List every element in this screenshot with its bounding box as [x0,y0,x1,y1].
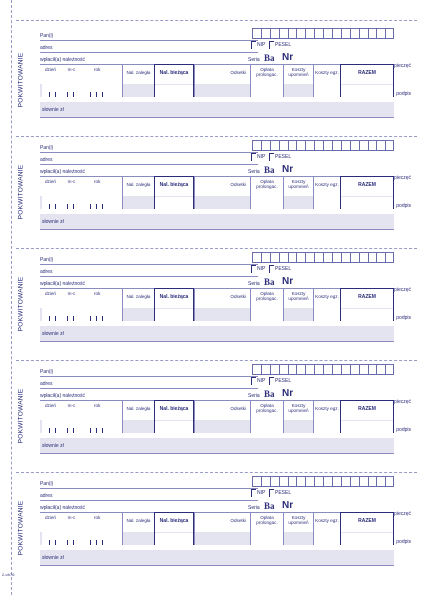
interest-cell[interactable]: Odsetki [194,400,250,433]
series-value: Ba [264,53,275,63]
cut-line [16,20,417,21]
series-label: Seria [248,505,260,511]
side-title: POKWITOWANIE [17,164,25,220]
series-label: Seria [248,57,260,63]
series-value: Ba [264,165,275,175]
exec-cell[interactable]: Koszty egz. [313,64,340,97]
name-line[interactable] [40,376,258,377]
current-cell[interactable]: Nal. bieżąca [154,288,194,321]
address-line[interactable] [40,500,258,501]
amount-in-words-field[interactable] [40,102,394,118]
prolong-cell[interactable]: Opłata prolongac. [250,64,283,97]
exec-cell[interactable]: Koszty egz. [313,176,340,209]
total-cell[interactable]: RAZEM [340,64,394,97]
address-line[interactable] [40,388,258,389]
day-cell[interactable]: dzień [40,512,61,545]
name-label: Pan(i) [40,33,54,39]
address-line[interactable] [40,276,258,277]
year-cell[interactable]: rok [82,64,122,97]
address-label: adres [40,269,53,275]
nip-checkbox[interactable]: NIP [251,489,265,497]
amount-in-words-field[interactable] [40,550,394,566]
amounts-table [40,512,394,545]
prolong-cell[interactable]: Opłata prolongac. [250,288,283,321]
interest-cell[interactable]: Odsetki [194,512,250,545]
amounts-table [40,400,394,433]
words-label: słownie zł [42,443,64,449]
pesel-checkbox[interactable]: PESEL [269,265,291,273]
arrears-cell[interactable]: Nal. zaległa [122,64,154,97]
receipt [16,248,417,360]
id-number-grid[interactable] [252,252,394,263]
address-label: adres [40,381,53,387]
nip-checkbox[interactable]: NIP [251,377,265,385]
month-cell[interactable]: m-c [61,176,82,209]
name-label: Pan(i) [40,481,54,487]
words-label: słownie zł [42,107,64,113]
name-line[interactable] [40,488,258,489]
signature-label: podpis [396,203,411,209]
prolong-cell[interactable]: Opłata prolongac. [250,400,283,433]
paid-label: wpłacił(a) należność [40,169,86,175]
year-cell[interactable]: rok [82,400,122,433]
words-label: słownie zł [42,555,64,561]
amounts-table [40,176,394,209]
paid-label: wpłacił(a) należność [40,57,86,63]
id-number-grid[interactable] [252,140,394,151]
stamp-label: pieczęć [394,399,411,405]
id-number-grid[interactable] [252,476,394,487]
address-line[interactable] [40,52,258,53]
arrears-cell[interactable]: Nal. zaległa [122,176,154,209]
year-cell[interactable]: rok [82,288,122,321]
stamp-label: pieczęć [394,63,411,69]
year-cell[interactable]: rok [82,176,122,209]
side-title: POKWITOWANIE [17,52,25,108]
side-title: POKWITOWANIE [17,388,25,444]
stamp-label: pieczęć [394,175,411,181]
nip-checkbox[interactable]: NIP [251,265,265,273]
paid-label: wpłacił(a) należność [40,281,86,287]
form-code: 2-oh76 [2,572,15,577]
series-label: Seria [248,281,260,287]
name-label: Pan(i) [40,369,54,375]
arrears-cell[interactable]: Nal. zaległa [122,400,154,433]
amount-in-words-field[interactable] [40,214,394,230]
current-cell[interactable]: Nal. bieżąca [154,512,194,545]
name-line[interactable] [40,152,258,153]
prolong-cell[interactable]: Opłata prolongac. [250,176,283,209]
amount-in-words-field[interactable] [40,326,394,342]
side-title: POKWITOWANIE [17,500,25,556]
month-cell[interactable]: m-c [61,64,82,97]
pesel-checkbox[interactable]: PESEL [269,377,291,385]
total-cell[interactable]: RAZEM [340,512,394,545]
receipt [16,360,417,472]
nip-checkbox[interactable]: NIP [251,153,265,161]
series-label: Seria [248,393,260,399]
month-cell[interactable]: m-c [61,512,82,545]
interest-cell[interactable]: Odsetki [194,288,250,321]
name-line[interactable] [40,264,258,265]
signature-label: podpis [396,427,411,433]
current-cell[interactable]: Nal. bieżąca [154,176,194,209]
signature-label: podpis [396,91,411,97]
month-cell[interactable]: m-c [61,288,82,321]
current-cell[interactable]: Nal. bieżąca [154,400,194,433]
paid-label: wpłacił(a) należność [40,505,86,511]
series-value: Ba [264,501,275,511]
day-cell[interactable]: dzień [40,288,61,321]
paid-label: wpłacił(a) należność [40,393,86,399]
amounts-table [40,64,394,97]
total-cell[interactable]: RAZEM [340,176,394,209]
number-label: Nr [282,500,294,511]
series-label: Seria [248,169,260,175]
id-number-grid[interactable] [252,28,394,39]
reminder-cell[interactable]: Koszty upomnień [283,512,313,545]
pesel-checkbox[interactable]: PESEL [269,489,291,497]
signature-label: podpis [396,315,411,321]
exec-cell[interactable]: Koszty egz. [313,288,340,321]
pesel-checkbox[interactable]: PESEL [269,153,291,161]
exec-cell[interactable]: Koszty egz. [313,400,340,433]
reminder-cell[interactable]: Koszty upomnień [283,400,313,433]
number-label: Nr [282,164,294,175]
name-label: Pan(i) [40,145,54,151]
total-cell[interactable]: RAZEM [340,400,394,433]
reminder-cell[interactable]: Koszty upomnień [283,288,313,321]
current-cell[interactable]: Nal. bieżąca [154,64,194,97]
number-label: Nr [282,276,294,287]
interest-cell[interactable]: Odsetki [194,64,250,97]
series-value: Ba [264,389,275,399]
day-cell[interactable]: dzień [40,176,61,209]
exec-cell[interactable]: Koszty egz. [313,512,340,545]
words-label: słownie zł [42,219,64,225]
stamp-label: pieczęć [394,287,411,293]
receipt [16,472,417,584]
series-value: Ba [264,277,275,287]
total-cell[interactable]: RAZEM [340,288,394,321]
year-cell[interactable]: rok [82,512,122,545]
number-label: Nr [282,52,294,63]
stamp-label: pieczęć [394,511,411,517]
arrears-cell[interactable]: Nal. zaległa [122,288,154,321]
name-line[interactable] [40,40,258,41]
month-cell[interactable]: m-c [61,400,82,433]
receipt [16,24,417,136]
address-label: adres [40,493,53,499]
signature-label: podpis [396,539,411,545]
name-label: Pan(i) [40,257,54,263]
receipt [16,136,417,248]
reminder-cell[interactable]: Koszty upomnień [283,64,313,97]
words-label: słownie zł [42,331,64,337]
side-title: POKWITOWANIE [17,276,25,332]
address-label: adres [40,157,53,163]
amount-in-words-field[interactable] [40,438,394,454]
address-line[interactable] [40,164,258,165]
day-cell[interactable]: dzień [40,400,61,433]
day-cell[interactable]: dzień [40,64,61,97]
pesel-checkbox[interactable]: PESEL [269,41,291,49]
nip-checkbox[interactable]: NIP [251,41,265,49]
perforation-line [11,0,12,595]
interest-cell[interactable]: Odsetki [194,176,250,209]
number-label: Nr [282,388,294,399]
reminder-cell[interactable]: Koszty upomnień [283,176,313,209]
id-number-grid[interactable] [252,364,394,375]
address-label: adres [40,45,53,51]
arrears-cell[interactable]: Nal. zaległa [122,512,154,545]
prolong-cell[interactable]: Opłata prolongac. [250,512,283,545]
amounts-table [40,288,394,321]
